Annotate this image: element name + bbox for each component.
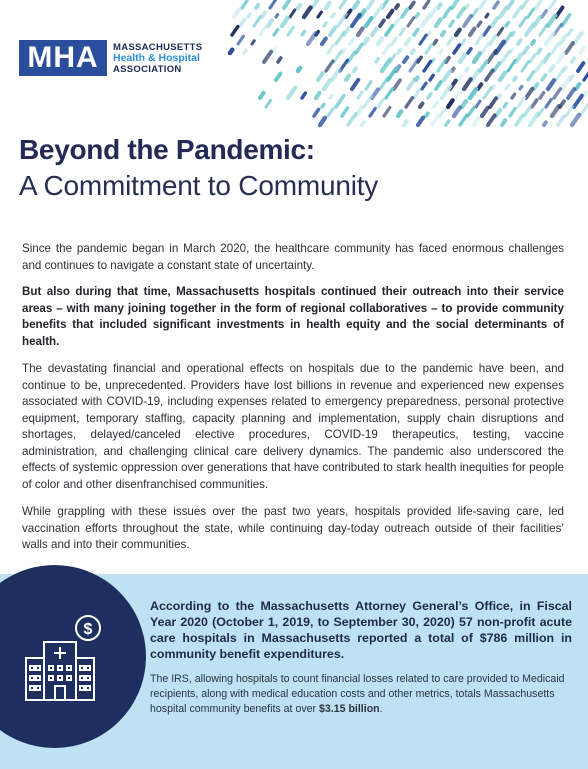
decor-dash bbox=[486, 70, 493, 80]
decor-dash bbox=[404, 57, 407, 62]
decor-dash bbox=[270, 0, 277, 8]
decor-dash bbox=[352, 15, 360, 26]
decor-dash bbox=[322, 38, 326, 44]
decor-dash bbox=[528, 72, 534, 80]
decor-dash bbox=[322, 104, 324, 107]
decor-dash bbox=[502, 120, 505, 125]
decor-dash bbox=[348, 114, 356, 125]
decor-dash bbox=[336, 32, 344, 44]
decor-dash bbox=[276, 74, 280, 80]
decor-dash bbox=[328, 45, 333, 53]
decor-dash bbox=[464, 79, 471, 89]
logo-mark: MHA bbox=[19, 40, 107, 76]
decor-dash bbox=[356, 45, 362, 53]
decor-dash bbox=[498, 28, 503, 35]
decor-dash bbox=[514, 7, 521, 17]
logo-wordmark bbox=[113, 42, 202, 75]
decor-dash bbox=[506, 85, 509, 89]
effects-paragraph: The devastating financial and operational effects on hospitals due to the pandemic have been, and continue to be, unprecedented. Providers have lost billions in revenue and experienced new expenses associated with COVID-19, including expenses related to emergency preparedness, personal protective equipment, temporary staffing, capacity planning and implementation, supply chain disruptions and shortages, delayed/canceled elective procedures, COVID-19 therapeutics, testing, vaccine administration, and challenging clinical care delivery dynamics. The pandemic also underscored the effects of systemic oppression over generations that have contributed to stark health inequities for people of color and other disenfranchised communities. bbox=[22, 362, 564, 491]
decor-dash bbox=[268, 20, 272, 26]
decor-dash bbox=[404, 121, 406, 125]
decor-dash bbox=[332, 14, 334, 17]
decor-dash bbox=[342, 108, 348, 116]
decor-dash bbox=[568, 30, 572, 35]
decor-dash bbox=[566, 107, 572, 116]
decor-dash bbox=[350, 39, 354, 44]
decor-dash bbox=[506, 23, 508, 26]
decor-dash bbox=[574, 33, 581, 44]
decor-dash bbox=[302, 31, 305, 35]
decor-dash bbox=[534, 84, 537, 89]
decor-dash bbox=[400, 29, 404, 35]
decor-dash bbox=[330, 96, 332, 98]
decor-dash bbox=[548, 80, 554, 89]
decor-dash bbox=[392, 38, 396, 44]
decor-dash bbox=[488, 115, 495, 125]
decor-dash bbox=[478, 22, 481, 26]
decor-dash bbox=[500, 73, 505, 80]
decor-dash bbox=[476, 101, 480, 107]
decor-dash bbox=[266, 100, 271, 107]
decor-dash bbox=[536, 0, 542, 8]
decor-dash bbox=[348, 52, 355, 62]
callout-band bbox=[0, 574, 588, 769]
decor-dash bbox=[408, 79, 415, 89]
decor-dash bbox=[498, 95, 500, 98]
decor-dash bbox=[232, 27, 238, 35]
decor-dash bbox=[474, 53, 480, 62]
decor-dash bbox=[522, 61, 529, 71]
decor-dash bbox=[234, 9, 239, 17]
decor-dash bbox=[540, 93, 544, 98]
decor-dash bbox=[412, 51, 414, 53]
decor-dash bbox=[554, 24, 561, 35]
decor-dash bbox=[288, 88, 295, 98]
decor-dash bbox=[490, 36, 496, 44]
decor-dash bbox=[538, 49, 541, 53]
decor-dash bbox=[326, 61, 333, 71]
decor-dash bbox=[370, 109, 375, 116]
decor-dash bbox=[358, 92, 362, 98]
decor-dash bbox=[426, 113, 428, 116]
decor-dash bbox=[512, 94, 515, 98]
decor-dash bbox=[510, 108, 515, 116]
decor-dash bbox=[338, 14, 346, 26]
decor-dash bbox=[516, 55, 521, 62]
decor-dash bbox=[274, 29, 278, 35]
decor-dash bbox=[532, 100, 537, 107]
decor-dash bbox=[304, 8, 311, 17]
decor-dash bbox=[462, 101, 466, 107]
decor-dash bbox=[244, 50, 246, 53]
decor-dash bbox=[544, 55, 549, 62]
decor-dash bbox=[480, 0, 486, 8]
decor-dash bbox=[446, 121, 449, 125]
decor-dash bbox=[562, 78, 570, 89]
page-title bbox=[19, 132, 378, 204]
decor-dash bbox=[550, 0, 557, 8]
decor-dash bbox=[458, 77, 460, 80]
decor-dash bbox=[388, 68, 396, 80]
decor-dash bbox=[262, 12, 265, 17]
decor-dash bbox=[462, 40, 465, 44]
decor-dash bbox=[330, 28, 335, 35]
decor-dash bbox=[578, 63, 583, 71]
decor-dash bbox=[380, 20, 384, 26]
decor-dash bbox=[410, 60, 418, 71]
decor-dash bbox=[490, 98, 496, 107]
decor-dash bbox=[554, 89, 560, 98]
decor-dash bbox=[290, 10, 295, 17]
logo-line-2: Health & Hospital bbox=[113, 51, 200, 64]
decor-dash bbox=[378, 39, 382, 44]
decor-dash bbox=[398, 49, 400, 53]
decor-dash bbox=[584, 73, 588, 80]
decor-dash bbox=[552, 44, 559, 53]
decor-dash bbox=[494, 2, 498, 8]
closing-paragraph: While grappling with these issues over the past two years, hospitals provided life-saving care, led vaccination efforts throughout the state, while continuing day-today outreach outside of their facilities’ walls and into their communities. bbox=[22, 505, 564, 551]
decor-dash bbox=[260, 93, 264, 98]
decor-dash bbox=[536, 61, 543, 71]
decor-dash bbox=[416, 14, 418, 17]
decor-dash bbox=[326, 3, 330, 8]
decor-dash bbox=[496, 110, 500, 116]
decor-dash bbox=[358, 28, 362, 35]
decor-dash bbox=[254, 17, 260, 26]
decor-dash bbox=[524, 107, 530, 116]
decor-dash bbox=[520, 86, 522, 89]
decor-dash bbox=[486, 14, 488, 17]
decor-dash bbox=[384, 107, 390, 116]
decor-dash bbox=[526, 89, 532, 98]
title-line-2: A Commitment to Community bbox=[19, 170, 379, 201]
decor-dash bbox=[406, 98, 412, 107]
decor-dash bbox=[420, 35, 426, 44]
decor-dash bbox=[364, 96, 371, 107]
decor-dash bbox=[324, 80, 330, 89]
decor-dash bbox=[238, 36, 243, 44]
decor-dash bbox=[260, 26, 266, 35]
decor-dash bbox=[436, 82, 441, 89]
decor-dash bbox=[374, 6, 382, 17]
decor-dash bbox=[468, 49, 471, 53]
decor-dash bbox=[572, 115, 579, 125]
decor-dash bbox=[438, 60, 446, 71]
decor-dash bbox=[426, 44, 432, 53]
decor-dash bbox=[418, 118, 423, 125]
decor-dash bbox=[428, 32, 430, 35]
decor-dash bbox=[464, 16, 471, 26]
decor-dash bbox=[478, 84, 481, 89]
decor-dash bbox=[298, 5, 300, 8]
decor-dash bbox=[256, 5, 258, 8]
decor-dash bbox=[456, 91, 461, 98]
bold-paragraph: But also during that time, Massachusetts hospitals continued their outreach into their service areas – with many joining together in the form of regional collaboratives – to provide community benefits that included significant investments in health equity and the social determinants of health. bbox=[22, 285, 564, 348]
decor-dash bbox=[432, 115, 439, 125]
decor-dash bbox=[324, 23, 326, 26]
decor-dash bbox=[444, 72, 450, 80]
decor-dash bbox=[508, 1, 513, 8]
decor-dash bbox=[504, 103, 507, 107]
decor-dash bbox=[442, 32, 444, 35]
decor-dash bbox=[460, 115, 467, 125]
decor-dash bbox=[558, 54, 564, 62]
decor-dash bbox=[364, 39, 368, 44]
decor-dash bbox=[276, 15, 278, 17]
decor-dash bbox=[546, 34, 553, 44]
decor-dash bbox=[518, 98, 524, 107]
decor-dash bbox=[318, 73, 323, 80]
decor-dash bbox=[542, 11, 546, 17]
decor-dash bbox=[572, 58, 575, 62]
decor-dash bbox=[466, 5, 468, 8]
decor-dash bbox=[452, 68, 454, 71]
callout-detail-end: . bbox=[379, 703, 383, 715]
decor-dash bbox=[452, 0, 460, 8]
decor-dash bbox=[448, 100, 453, 107]
decor-dash bbox=[388, 11, 392, 17]
decor-dash bbox=[574, 96, 582, 107]
decor-dash bbox=[482, 108, 488, 116]
decor-dash bbox=[454, 108, 460, 116]
decor-dash bbox=[282, 18, 288, 26]
decor-dash bbox=[518, 40, 521, 44]
decor-dash bbox=[316, 93, 319, 98]
logo-line-1: MASSACHUSETTS bbox=[113, 41, 203, 53]
decor-dash bbox=[240, 20, 244, 26]
decor-dash bbox=[484, 88, 491, 98]
decor-dash bbox=[466, 68, 468, 71]
decor-dash bbox=[540, 25, 547, 35]
logo-line-3: ASSOCIATION bbox=[113, 63, 182, 75]
decor-dash bbox=[456, 30, 460, 35]
decor-dash bbox=[460, 55, 465, 62]
callout-text bbox=[150, 598, 572, 717]
decor-dash bbox=[284, 0, 290, 8]
decor-dash bbox=[394, 20, 398, 26]
decor-dash bbox=[354, 68, 356, 71]
decor-dash bbox=[476, 35, 482, 44]
decor-dash bbox=[492, 18, 497, 26]
callout-detail bbox=[150, 672, 572, 717]
decor-dash bbox=[488, 51, 496, 62]
decor-dash bbox=[406, 39, 410, 44]
decor-dash bbox=[526, 23, 534, 35]
decor-dash bbox=[230, 50, 232, 53]
decor-dash bbox=[372, 29, 376, 35]
decor-dash bbox=[410, 2, 414, 8]
decor-dash bbox=[362, 122, 364, 125]
decor-dash bbox=[470, 89, 476, 98]
decor-dash bbox=[494, 63, 500, 71]
decor-dash bbox=[308, 33, 315, 44]
decor-dash bbox=[560, 36, 565, 44]
decor-dash bbox=[454, 45, 459, 53]
svg-text:$: $ bbox=[83, 621, 93, 638]
decor-dash bbox=[500, 7, 507, 17]
title-line-1: Beyond the Pandemic: bbox=[19, 134, 315, 165]
decor-dash bbox=[422, 15, 430, 26]
decor-dash bbox=[550, 66, 553, 71]
decor-dash bbox=[482, 43, 489, 53]
decor-dash bbox=[516, 116, 523, 125]
header bbox=[0, 0, 588, 130]
decor-dash bbox=[318, 12, 321, 17]
decor-dash bbox=[436, 19, 441, 26]
decor-dash bbox=[352, 80, 358, 89]
decor-dash bbox=[472, 70, 479, 80]
decor-dash bbox=[368, 1, 373, 8]
decor-dash bbox=[420, 103, 422, 107]
decor-dash bbox=[484, 27, 489, 35]
decor-dash bbox=[328, 109, 333, 116]
decor-dash bbox=[424, 61, 431, 71]
decor-dash bbox=[320, 118, 325, 125]
hospital-dollar-icon bbox=[22, 614, 106, 704]
decor-dash bbox=[312, 0, 320, 8]
decor-dash bbox=[366, 82, 371, 89]
decor-dash bbox=[524, 47, 528, 53]
decor-dash bbox=[340, 0, 345, 8]
decor-dash bbox=[242, 0, 247, 8]
decor-dash bbox=[288, 28, 293, 35]
callout-detail-amount: $3.15 billion bbox=[319, 703, 380, 715]
decor-dash bbox=[334, 52, 341, 62]
decor-dash bbox=[264, 52, 271, 62]
decor-dash bbox=[442, 86, 450, 98]
decor-dash bbox=[414, 30, 418, 35]
decor-dash bbox=[378, 100, 383, 107]
decor-dash bbox=[430, 75, 433, 80]
decor-dash bbox=[398, 111, 401, 116]
decor-dash bbox=[396, 5, 398, 8]
decor-dash bbox=[530, 114, 538, 125]
decor-dash bbox=[580, 48, 584, 53]
decor-dash bbox=[386, 89, 392, 98]
decor-dash bbox=[576, 84, 579, 89]
decor-dash bbox=[556, 68, 564, 80]
decor-dash bbox=[424, 1, 429, 8]
decor-dash bbox=[522, 0, 529, 8]
decor-dash bbox=[566, 43, 573, 53]
decor-dash bbox=[546, 100, 551, 107]
decor-dash bbox=[470, 29, 474, 35]
decor-dash bbox=[346, 76, 349, 80]
decor-dash bbox=[408, 18, 414, 26]
decor-dash bbox=[366, 18, 372, 26]
decor-dash bbox=[278, 58, 281, 62]
decor-dash bbox=[568, 89, 574, 98]
decor-dash bbox=[386, 26, 392, 35]
decor-dash bbox=[502, 51, 509, 62]
decor-dash bbox=[252, 41, 254, 44]
decor-dash bbox=[298, 68, 300, 71]
decor-dash bbox=[558, 116, 564, 125]
decor-dash bbox=[402, 9, 407, 17]
mha-logo bbox=[19, 40, 202, 76]
decor-dash bbox=[302, 93, 305, 98]
decor-dash bbox=[314, 109, 319, 116]
decor-dash bbox=[520, 18, 526, 26]
decor-dash bbox=[422, 83, 426, 89]
decor-dash bbox=[474, 118, 479, 125]
decor-dash bbox=[336, 96, 344, 107]
decor-dash bbox=[530, 54, 535, 62]
intro-paragraph: Since the pandemic began in March 2020, the healthcare community has faced enormous challenges and continues to navigate a constant state of uncertainty. bbox=[22, 242, 564, 272]
decor-dash bbox=[428, 94, 431, 98]
decor-dash bbox=[542, 75, 545, 80]
decor-dash bbox=[450, 21, 453, 26]
decor-dash bbox=[384, 46, 389, 53]
decor-dash bbox=[440, 50, 442, 53]
decor-dash bbox=[562, 15, 570, 26]
decor-dash bbox=[448, 38, 452, 44]
decor-dash bbox=[434, 40, 436, 44]
decor-dash bbox=[248, 14, 250, 17]
callout-headline: According to the Massachusetts Attorney General’s Office, in Fiscal Year 2020 (October 1, 2019, to September 30, 2020) 57 non-profit acute care hospitals in Massachusetts reported a total of $786 million in community benefit expenditures. bbox=[150, 599, 572, 661]
decor-dash bbox=[544, 122, 546, 125]
decor-dash bbox=[468, 107, 474, 116]
decor-dash bbox=[514, 78, 516, 80]
decor-dash bbox=[528, 9, 533, 17]
decor-dash bbox=[376, 59, 378, 62]
decor-dash bbox=[532, 41, 534, 44]
decor-dash bbox=[354, 2, 358, 8]
decor-dash bbox=[458, 8, 464, 17]
decor-dash bbox=[440, 109, 445, 116]
decor-dash bbox=[508, 60, 515, 71]
callout-detail-text: The IRS, allowing hospitals to count financial losses related to care provided to Medicaid recipients, along with medical education costs and other metrics, totals Massachusetts hospital community benefits at over bbox=[150, 673, 565, 715]
decor-dash bbox=[332, 70, 339, 80]
decor-dash bbox=[548, 16, 555, 26]
decor-dash bbox=[444, 8, 450, 17]
decor-dash bbox=[394, 80, 400, 89]
decor-dash bbox=[380, 78, 387, 89]
decor-dash bbox=[434, 102, 437, 107]
decor-dash bbox=[414, 90, 419, 98]
decor-dash bbox=[552, 106, 559, 116]
decor-dash bbox=[382, 60, 390, 71]
